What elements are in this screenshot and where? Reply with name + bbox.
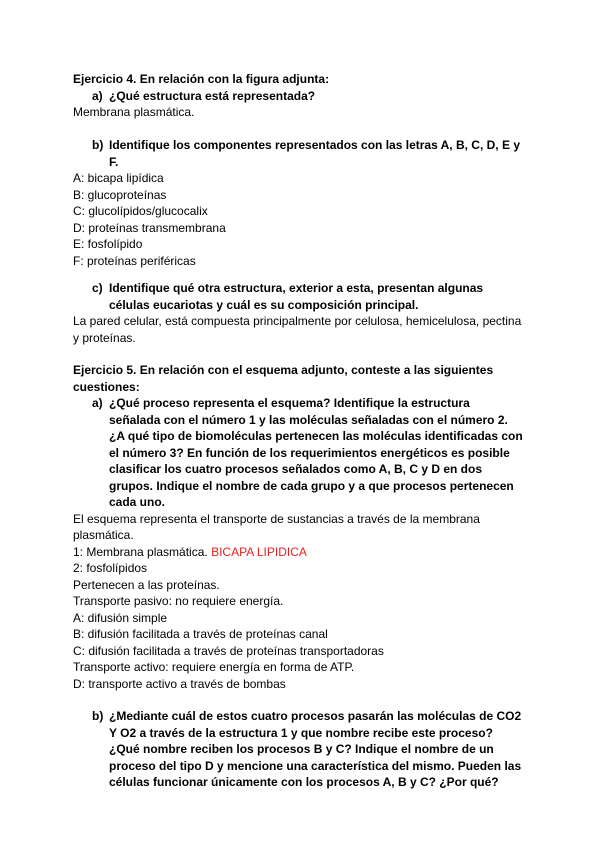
answer-5a-item: Transporte activo: requiere energía en forma de ATP. — [73, 660, 355, 674]
answer-5a-intro: plasmática. — [73, 528, 134, 542]
question-4c-line: células eucariotas y cuál es su composición principal. — [109, 297, 419, 312]
exercise-4-title: Ejercicio 4. En relación con la figura adjunta: — [73, 72, 330, 86]
answer-5a-item: 2: fosfolípidos — [73, 561, 148, 575]
answer-5a-intro: El esquema representa el transporte de sustancias a través de la membrana — [73, 511, 480, 526]
question-4c-line: Identifique qué otra estructura, exterior a esta, presentan algunas — [109, 281, 484, 295]
answer-4b-item: A: bicapa lipídica — [73, 171, 164, 185]
annotation-bicapa-lipidica: BICAPA LIPIDICA — [211, 544, 307, 559]
question-5a-line: grupos. Indique el nombre de cada grupo y a que procesos pertenecen — [109, 478, 514, 493]
exercise-5-title: cuestiones: — [73, 379, 140, 394]
question-5b-label: b) — [92, 709, 104, 723]
question-5b-line: Y O2 a través de la estructura 1 y que nombre recibe este proceso? — [109, 725, 493, 740]
question-5a-line: cada uno. — [109, 495, 166, 509]
question-5a-label: a) — [92, 396, 103, 410]
answer-5a-item: B: difusión facilitada a través de proteínas canal — [73, 627, 328, 641]
question-4b-label: b) — [92, 138, 104, 152]
question-5a-line: señalada con el número 1 y las moléculas señaladas con el número 2. — [109, 412, 508, 427]
question-5b-line: células funcionar únicamente con los procesos A, B y C? ¿Por qué? — [109, 775, 499, 789]
question-4b-line: Identifique los componentes representados con las letras A, B, C, D, E y — [109, 138, 520, 152]
answer-5a-item-1 — [73, 544, 307, 561]
answer-4c-line: La pared celular, está compuesta principalmente por celulosa, hemicelulosa, pectina — [73, 314, 522, 328]
answer-5a-item: D: transporte activo a través de bombas — [73, 676, 286, 691]
question-5a-line: el número 3? En función de los requerimientos energéticos es posible — [109, 445, 510, 460]
question-5b-line: ¿Qué nombre reciben los procesos B y C? Indique el nombre de un — [109, 742, 494, 756]
answer-5a-item: A: difusión simple — [73, 610, 168, 625]
answer-4b-item: C: glucolípidos/glucocalix — [73, 204, 208, 218]
question-5a-line: clasificar los cuatro procesos señalados como A, B, C y D en dos — [109, 462, 483, 476]
answer-4b-item: B: glucoproteínas — [73, 187, 167, 202]
answer-5a-item-1-text: 1: Membrana plasmática. — [73, 544, 208, 559]
answer-4c-line: y proteínas. — [73, 330, 136, 345]
question-4b-line: F. — [109, 154, 119, 169]
question-5b-line: ¿Mediante cuál de estos cuatro procesos pasarán las moléculas de CO2 — [109, 709, 522, 723]
answer-4b-item: E: fosfolípido — [73, 237, 143, 251]
question-4a-text: ¿Qué estructura está representada? — [109, 88, 316, 103]
answer-4b-item: D: proteínas transmembrana — [73, 220, 226, 235]
question-4c-label: c) — [92, 281, 103, 295]
answer-5a-item: C: difusión facilitada a través de proteínas transportadoras — [73, 643, 384, 658]
question-5a-line: ¿A qué tipo de biomoléculas pertenecen las moléculas identificadas con — [109, 429, 523, 443]
answer-4b-item: F: proteínas periféricas — [73, 253, 196, 268]
question-4a-label: a) — [92, 88, 103, 103]
answer-4a: Membrana plasmática. — [73, 105, 195, 119]
answer-5a-item: Pertenecen a las proteínas. — [73, 577, 220, 592]
exercise-5-title: Ejercicio 5. En relación con el esquema adjunto, conteste a las siguientes — [73, 363, 494, 377]
question-5a-line: ¿Qué proceso representa el esquema? Identifique la estructura — [109, 396, 470, 410]
question-5b-line: proceso del tipo D y mencione una característica del mismo. Pueden las — [109, 758, 522, 773]
answer-5a-item: Transporte pasivo: no requiere energía. — [73, 594, 284, 608]
